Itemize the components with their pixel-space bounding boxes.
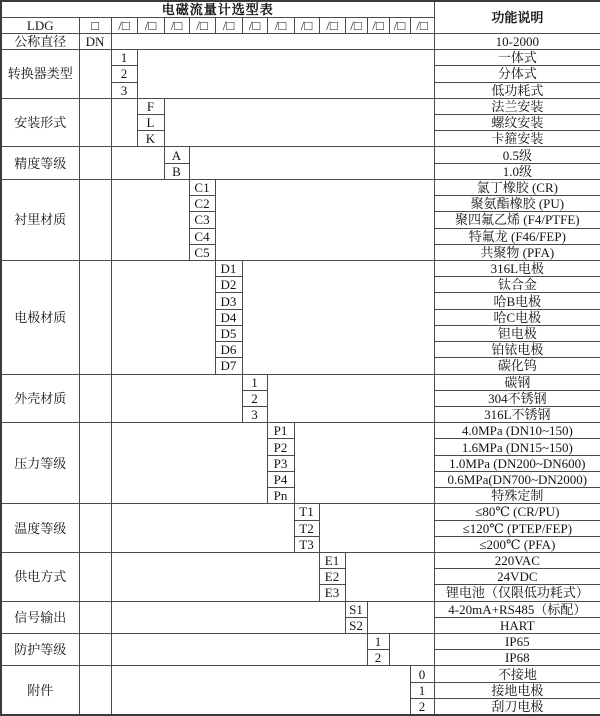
code-cell: S1 xyxy=(345,601,367,617)
blank-cell xyxy=(189,147,434,179)
blank-cell xyxy=(79,147,111,179)
blank-cell xyxy=(111,423,267,504)
code-cell: P1 xyxy=(267,423,294,439)
code-cell: C2 xyxy=(189,196,215,212)
blank-cell xyxy=(79,261,111,375)
desc-cell: HART xyxy=(434,617,600,633)
blank-cell xyxy=(111,634,367,666)
ldg-position-code-cell: /□ xyxy=(164,17,189,33)
code-cell: T2 xyxy=(294,520,319,536)
desc-cell: 刮刀电极 xyxy=(434,698,600,715)
row-group-label: 转换器类型 xyxy=(1,50,79,99)
blank-cell xyxy=(137,50,434,99)
desc-cell: 一体式 xyxy=(434,50,600,66)
row-group-label: 供电方式 xyxy=(1,552,79,601)
desc-cell: 钛合金 xyxy=(434,277,600,293)
desc-cell: 4.0MPa (DN10~150) xyxy=(434,423,600,439)
desc-cell: ≤200℃ (PFA) xyxy=(434,536,600,552)
desc-cell: ≤120℃ (PTEP/FEP) xyxy=(434,520,600,536)
blank-cell xyxy=(389,634,434,666)
table-row xyxy=(1,179,600,195)
row-group-label: 温度等级 xyxy=(1,504,79,553)
desc-cell: 0.5级 xyxy=(434,147,600,163)
blank-cell xyxy=(319,504,434,553)
code-cell: D2 xyxy=(215,277,242,293)
row-group-label: 安装形式 xyxy=(1,98,79,147)
table-row xyxy=(1,666,600,682)
table-row xyxy=(1,50,600,66)
desc-cell: 10-2000 xyxy=(434,33,600,49)
code-cell: 3 xyxy=(242,406,267,422)
row-group-label: 电极材质 xyxy=(1,261,79,375)
blank-cell xyxy=(79,634,111,666)
desc-column-header: 功能说明 xyxy=(434,1,600,33)
code-cell: C4 xyxy=(189,228,215,244)
code-cell: S2 xyxy=(345,617,367,633)
code-cell: P4 xyxy=(267,471,294,487)
desc-cell: 304不锈钢 xyxy=(434,390,600,406)
code-cell: E3 xyxy=(319,585,345,601)
code-cell: 2 xyxy=(410,698,434,715)
desc-cell: 螺纹安装 xyxy=(434,115,600,131)
ldg-position-code-cell: /□ xyxy=(267,17,294,33)
desc-cell: 法兰安装 xyxy=(434,98,600,114)
row-group-label: 防护等级 xyxy=(1,634,79,666)
desc-cell: 特氟龙 (F46/FEP) xyxy=(434,228,600,244)
desc-cell: 聚氨酯橡胶 (PU) xyxy=(434,196,600,212)
code-cell: 1 xyxy=(410,682,434,698)
code-cell: L xyxy=(137,115,164,131)
row-group-label: 衬里材质 xyxy=(1,179,79,260)
desc-cell: 1.0级 xyxy=(434,163,600,179)
desc-cell: 低功耗式 xyxy=(434,82,600,98)
table-row xyxy=(1,552,600,568)
table-row xyxy=(1,1,600,17)
blank-cell xyxy=(79,601,111,633)
blank-cell xyxy=(111,552,319,601)
code-cell: 1 xyxy=(111,50,137,66)
ldg-position-code-cell: /□ xyxy=(111,17,137,33)
blank-cell xyxy=(79,179,111,260)
blank-cell xyxy=(345,552,434,601)
row-group-label: 精度等级 xyxy=(1,147,79,179)
desc-cell: 共聚物 (PFA) xyxy=(434,244,600,260)
ldg-position-code-cell: /□ xyxy=(189,17,215,33)
desc-cell: 分体式 xyxy=(434,66,600,82)
desc-cell: 特殊定制 xyxy=(434,488,600,504)
code-cell: 1 xyxy=(367,634,389,650)
desc-cell: 聚四氟乙烯 (F4/PTFE) xyxy=(434,212,600,228)
table-row xyxy=(1,147,600,163)
table-row xyxy=(1,98,600,114)
code-cell: D1 xyxy=(215,261,242,277)
code-cell: 1 xyxy=(242,374,267,390)
desc-cell: 316L不锈钢 xyxy=(434,406,600,422)
row-group-label: 信号输出 xyxy=(1,601,79,633)
table-row xyxy=(1,261,600,277)
blank-cell xyxy=(111,261,215,375)
row-group-label: 压力等级 xyxy=(1,423,79,504)
code-cell: Pn xyxy=(267,488,294,504)
code-cell: 0 xyxy=(410,666,434,682)
desc-cell: 接地电极 xyxy=(434,682,600,698)
desc-cell: 哈C电极 xyxy=(434,309,600,325)
blank-cell xyxy=(111,179,189,260)
blank-cell xyxy=(111,147,164,179)
code-cell: C5 xyxy=(189,244,215,260)
code-cell: D7 xyxy=(215,358,242,374)
ldg-position-code-cell: /□ xyxy=(137,17,164,33)
desc-cell: 1.6MPa (DN15~150) xyxy=(434,439,600,455)
code-cell: P2 xyxy=(267,439,294,455)
desc-cell: 316L电极 xyxy=(434,261,600,277)
table-row xyxy=(1,33,600,49)
desc-cell: 卡箍安装 xyxy=(434,131,600,147)
blank-cell xyxy=(79,374,111,423)
code-cell: C3 xyxy=(189,212,215,228)
code-cell: D4 xyxy=(215,309,242,325)
code-cell: 2 xyxy=(111,66,137,82)
desc-cell: 220VAC xyxy=(434,552,600,568)
desc-cell: 24VDC xyxy=(434,569,600,585)
blank-cell xyxy=(79,552,111,601)
code-cell: T1 xyxy=(294,504,319,520)
desc-cell: 4-20mA+RS485（标配） xyxy=(434,601,600,617)
code-cell: 2 xyxy=(367,650,389,666)
row-group-label: 公称直径 xyxy=(1,33,79,49)
code-cell: F xyxy=(137,98,164,114)
ldg-position-code-cell: /□ xyxy=(389,17,410,33)
code-cell: P3 xyxy=(267,455,294,471)
code-cell: 2 xyxy=(242,390,267,406)
prefix-code-cell: DN xyxy=(79,33,111,49)
ldg-position-code-cell: /□ xyxy=(242,17,267,33)
blank-cell xyxy=(111,504,294,553)
page-title: 电磁流量计选型表 xyxy=(1,1,434,17)
code-cell: K xyxy=(137,131,164,147)
desc-cell: 碳化钨 xyxy=(434,358,600,374)
desc-cell: 钽电极 xyxy=(434,325,600,341)
ldg-position-code-cell: /□ xyxy=(294,17,319,33)
row-group-label: 外壳材质 xyxy=(1,374,79,423)
desc-cell: IP65 xyxy=(434,634,600,650)
code-cell: D6 xyxy=(215,342,242,358)
table-row xyxy=(1,634,600,650)
blank-cell xyxy=(111,666,410,715)
blank-cell xyxy=(111,98,137,147)
desc-cell: ≤80℃ (CR/PU) xyxy=(434,504,600,520)
blank-cell xyxy=(79,504,111,553)
ldg-position-code-cell: /□ xyxy=(345,17,367,33)
code-cell: D3 xyxy=(215,293,242,309)
code-cell: 3 xyxy=(111,82,137,98)
desc-cell: IP68 xyxy=(434,650,600,666)
desc-cell: 0.6MPa(DN700~DN2000) xyxy=(434,471,600,487)
code-cell: E2 xyxy=(319,569,345,585)
code-cell: E1 xyxy=(319,552,345,568)
code-cell: B xyxy=(164,163,189,179)
blank-cell xyxy=(111,601,345,633)
table-row xyxy=(1,374,600,390)
code-cell: T3 xyxy=(294,536,319,552)
row-group-label: 附件 xyxy=(1,666,79,715)
desc-cell: 碳钢 xyxy=(434,374,600,390)
blank-cell xyxy=(79,423,111,504)
desc-cell: 不接地 xyxy=(434,666,600,682)
table-row xyxy=(1,504,600,520)
blank-cell xyxy=(267,374,434,423)
ldg-position-code-cell: /□ xyxy=(367,17,389,33)
blank-cell xyxy=(367,601,434,633)
desc-cell: 氯丁橡胶 (CR) xyxy=(434,179,600,195)
desc-cell: 哈B电极 xyxy=(434,293,600,309)
blank-cell xyxy=(164,98,434,147)
blank-cell xyxy=(79,50,111,99)
code-cell: A xyxy=(164,147,189,163)
ldg-base-code-cell: □ xyxy=(79,17,111,33)
ldg-position-code-cell: /□ xyxy=(410,17,434,33)
table-row xyxy=(1,601,600,617)
blank-cell xyxy=(242,261,434,375)
code-cell: C1 xyxy=(189,179,215,195)
ldg-row-label: LDG xyxy=(1,17,79,33)
code-cell: D5 xyxy=(215,325,242,341)
blank-cell xyxy=(79,666,111,715)
blank-cell xyxy=(111,374,242,423)
desc-cell: 锂电池（仅限低功耗式） xyxy=(434,585,600,601)
table-row xyxy=(1,423,600,439)
desc-cell: 1.0MPa (DN200~DN600) xyxy=(434,455,600,471)
blank-cell xyxy=(294,423,434,504)
blank-cell xyxy=(215,179,434,260)
ldg-position-code-cell: /□ xyxy=(215,17,242,33)
blank-cell xyxy=(79,98,111,147)
blank-cell xyxy=(111,33,434,49)
ldg-position-code-cell: /□ xyxy=(319,17,345,33)
desc-cell: 铂铱电极 xyxy=(434,342,600,358)
